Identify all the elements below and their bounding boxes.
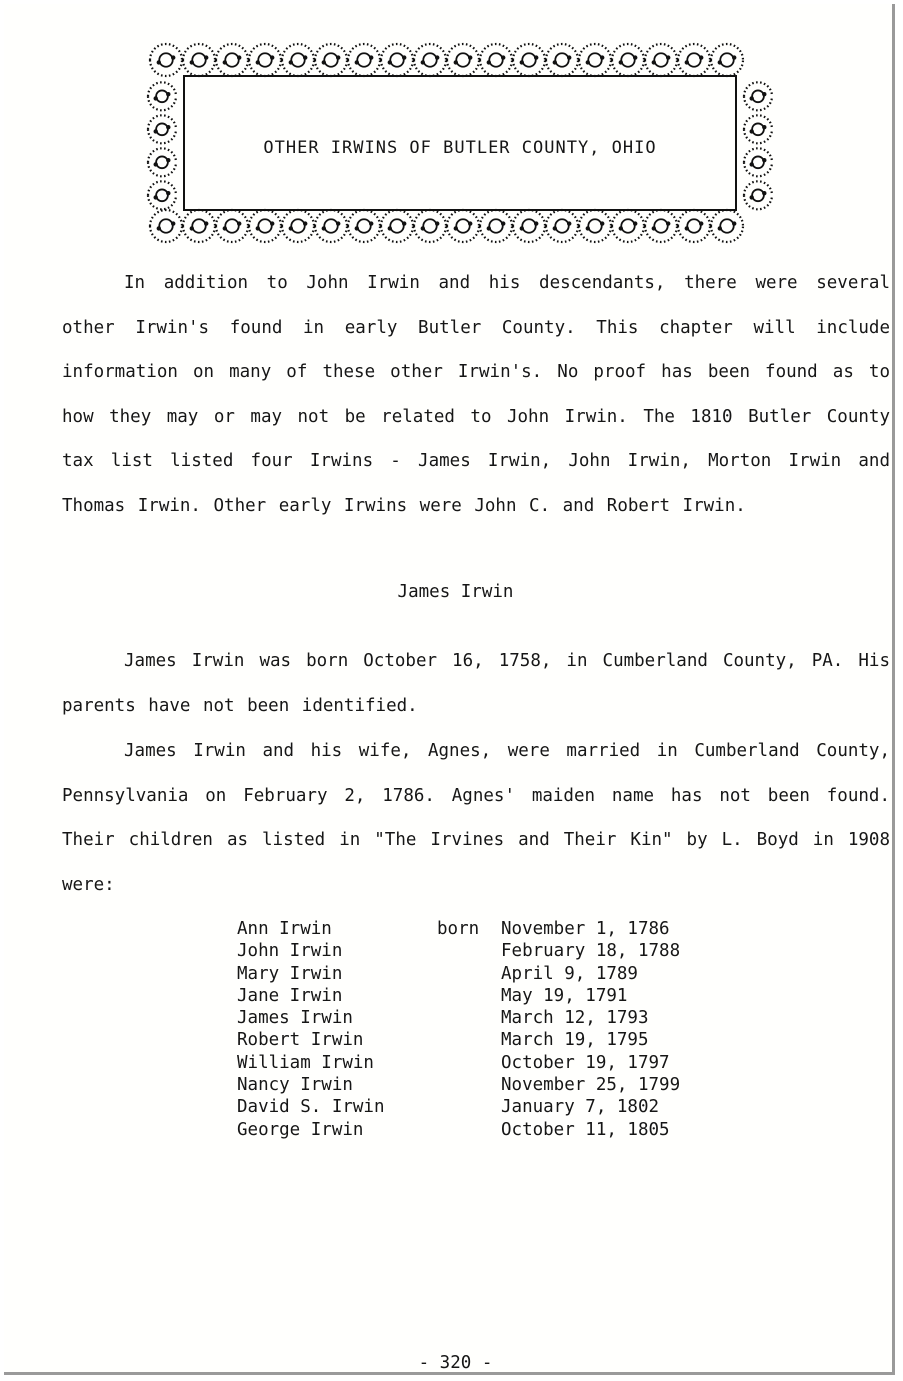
child-row <box>237 963 680 985</box>
children-list <box>237 918 680 1141</box>
intro-paragraph: In addition to John Irwin and his descendants, there were several other Irwin's found in early Butler County. This chapter will include information on many of these other Irwin's. No proof has been found as to how they may or may not be related to John Irwin. The 1810 Butler County tax list listed four Irwins - James Irwin, John Irwin, Morton Irwin and Thomas Irwin. Other early Irwins were John C. and Robert Irwin. <box>62 273 890 516</box>
born-label <box>437 1096 501 1118</box>
born-label <box>437 940 501 962</box>
child-row <box>237 1007 680 1029</box>
child-row <box>237 1052 680 1074</box>
born-label <box>437 985 501 1007</box>
born-label <box>437 1029 501 1051</box>
child-birth-date: May 19, 1791 <box>501 985 628 1006</box>
document-page <box>4 4 895 1375</box>
child-row <box>237 985 680 1007</box>
child-row <box>237 1119 680 1141</box>
child-row <box>237 918 680 940</box>
born-label <box>437 1007 501 1029</box>
child-birth-date: April 9, 1789 <box>501 963 638 984</box>
child-birth-date: March 19, 1795 <box>501 1030 649 1051</box>
child-name: Ann Irwin <box>237 919 332 939</box>
child-row <box>237 1029 680 1051</box>
born-label <box>437 1052 501 1074</box>
birth-paragraph: James Irwin was born October 16, 1758, in Cumberland County, PA. His parents have not been identified. <box>62 651 890 716</box>
child-birth-date: February 18, 1788 <box>501 941 681 962</box>
child-name: Jane Irwin <box>237 985 343 1006</box>
child-row <box>237 940 680 962</box>
born-label <box>437 963 501 985</box>
child-name: Mary Irwin <box>237 963 343 984</box>
marriage-paragraph: James Irwin and his wife, Agnes, were married in Cumberland County, Pennsylvania on February 2, 1786. Agnes' maiden name has not been found. Their children as listed in "The Irvines and Their Kin" by L. Boyd in 1908 were: <box>62 741 890 895</box>
chapter-title: OTHER IRWINS OF BUTLER COUNTY, OHIO <box>263 138 657 158</box>
child-name: George Irwin <box>237 1119 364 1140</box>
child-name: William Irwin <box>237 1052 374 1073</box>
child-birth-date: October 11, 1805 <box>501 1119 670 1140</box>
child-name: John Irwin <box>237 941 343 962</box>
child-birth-date: November 25, 1799 <box>501 1075 681 1096</box>
child-birth-date: January 7, 1802 <box>501 1097 660 1118</box>
page-number: - 320 - <box>418 1353 493 1373</box>
child-row <box>237 1074 680 1096</box>
born-label <box>437 1119 501 1141</box>
child-name: Nancy Irwin <box>237 1075 353 1096</box>
born-label <box>437 1074 501 1096</box>
born-label: born <box>437 919 480 939</box>
child-name: Robert Irwin <box>237 1030 364 1051</box>
child-name: David S. Irwin <box>237 1097 385 1118</box>
section-heading: James Irwin <box>397 582 514 602</box>
child-birth-date: November 1, 1786 <box>501 919 670 939</box>
child-name: James Irwin <box>237 1008 353 1029</box>
child-birth-date: March 12, 1793 <box>501 1008 649 1029</box>
child-row <box>237 1096 680 1118</box>
child-birth-date: October 19, 1797 <box>501 1052 670 1073</box>
